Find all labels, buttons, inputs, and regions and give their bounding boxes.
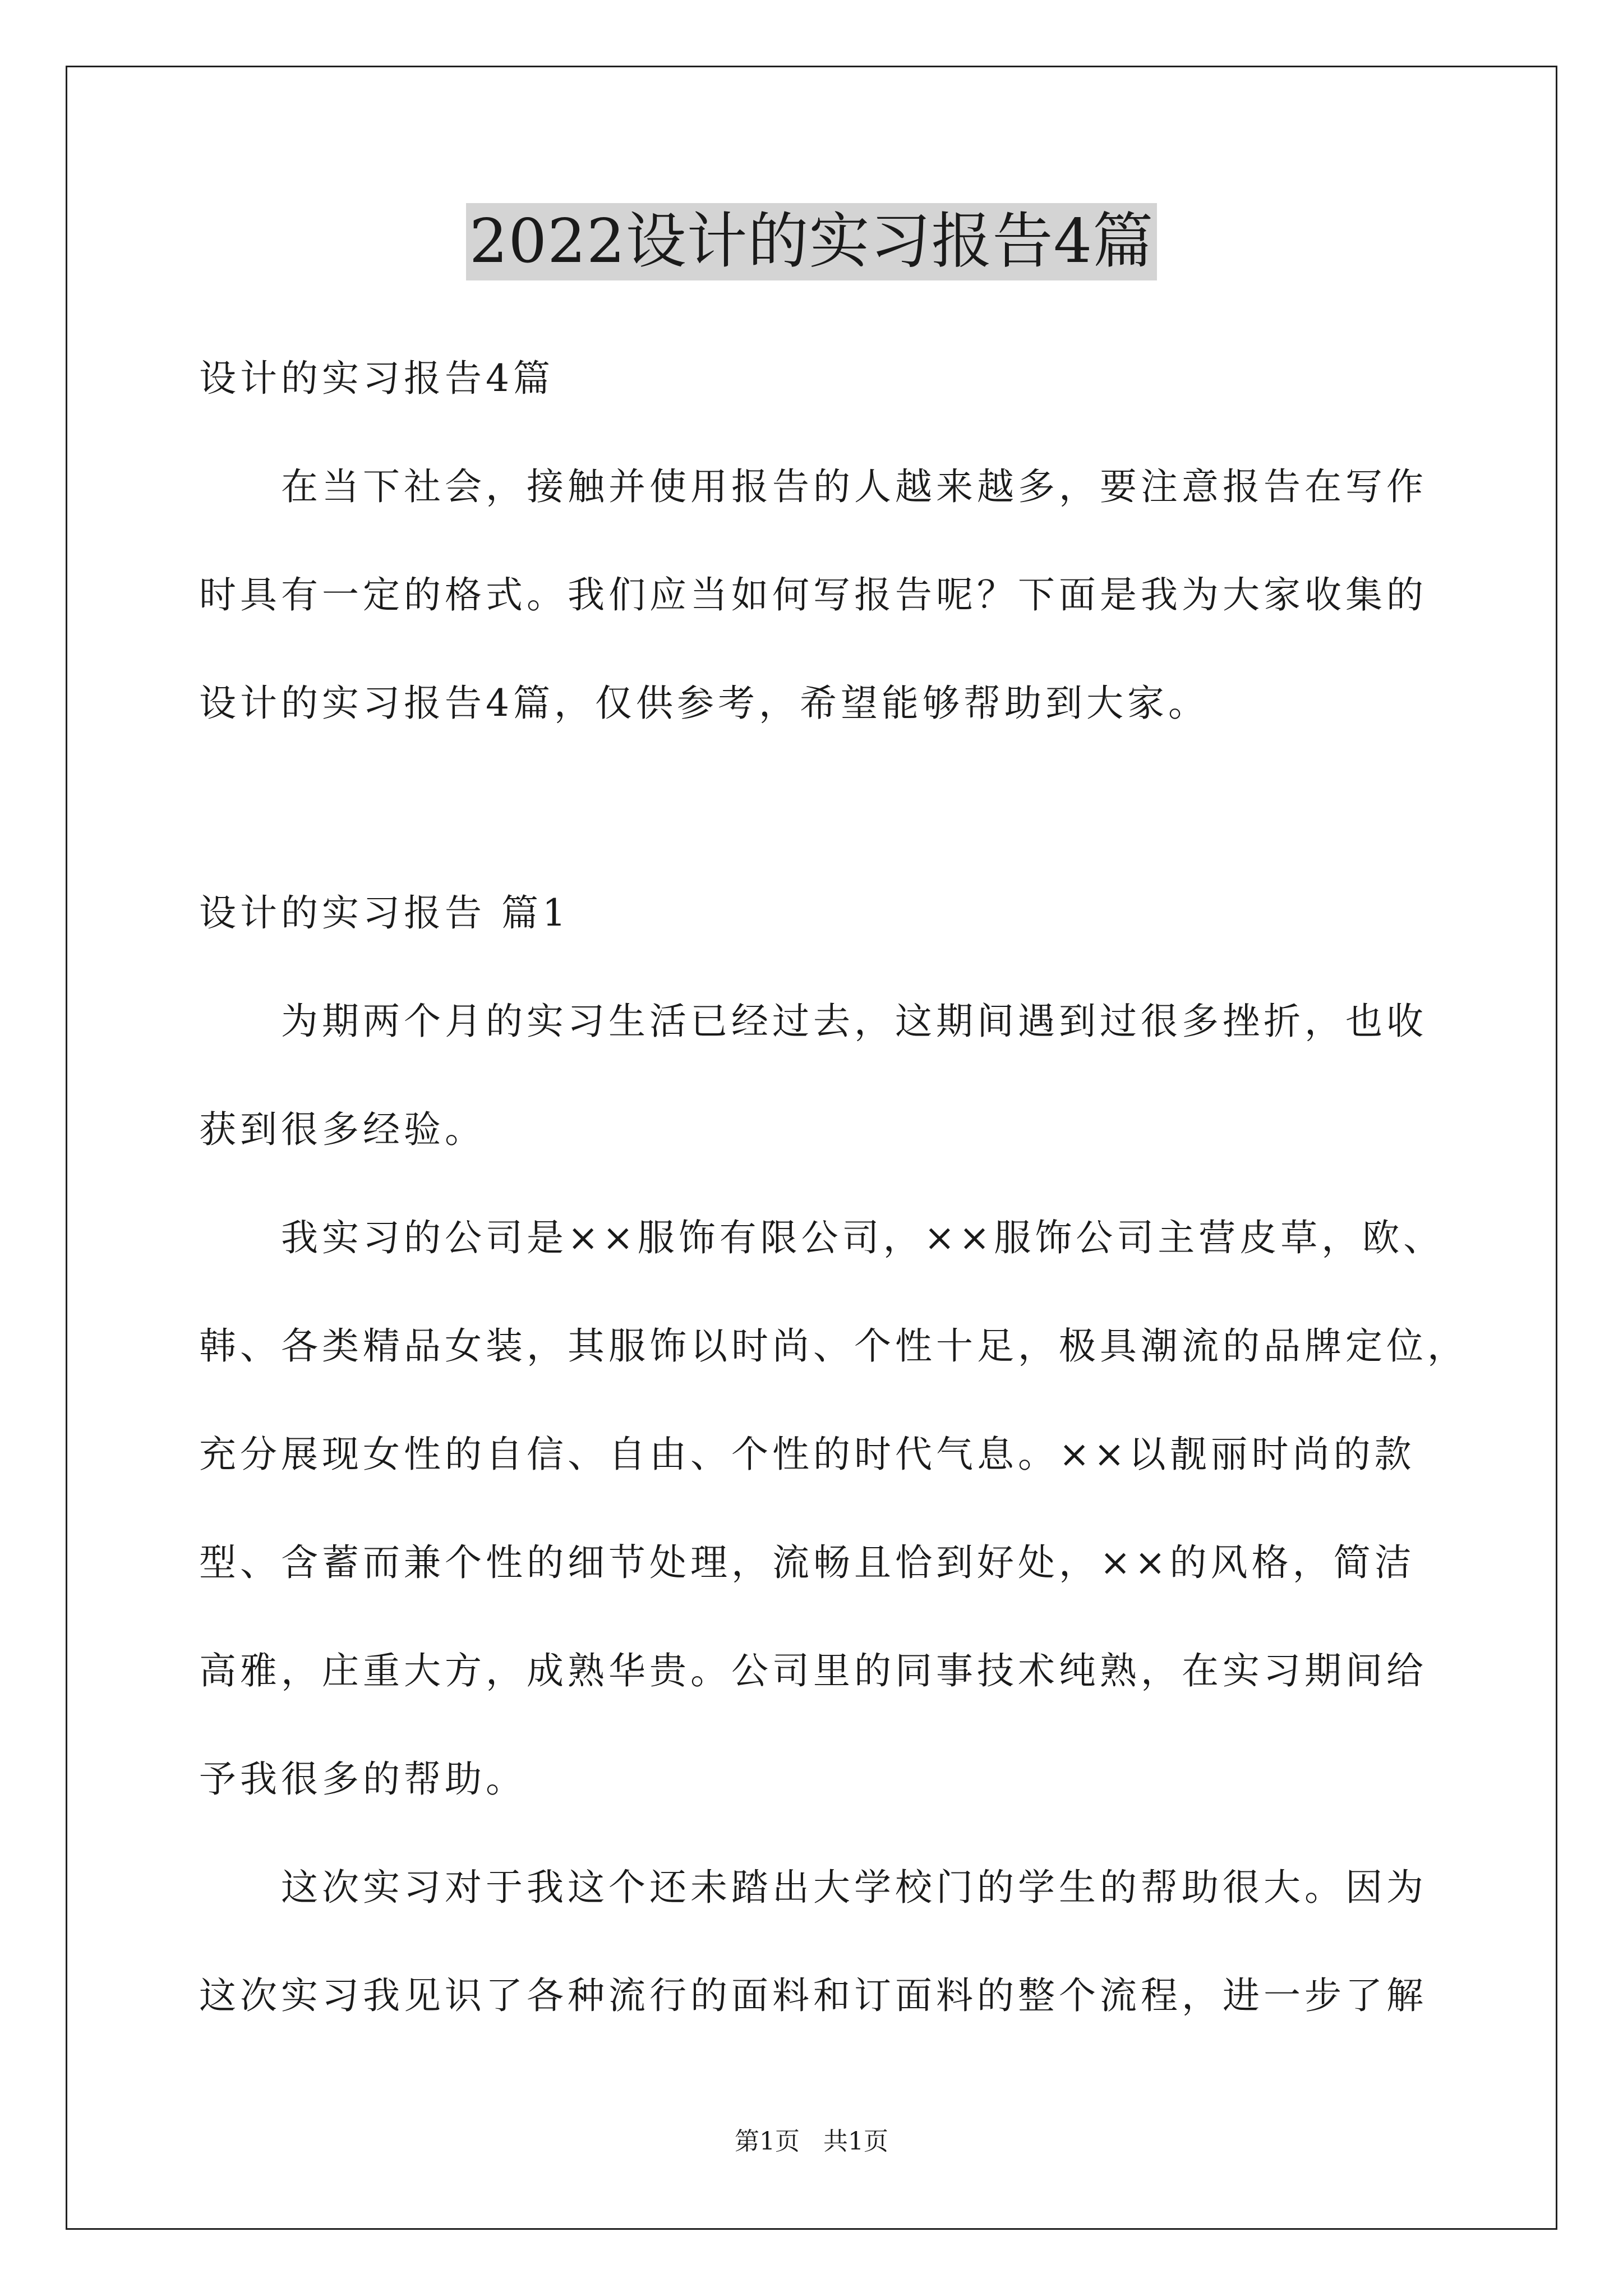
paragraph-line: 为期两个月的实习生活已经过去，这期间遇到过很多挫折，也收 (199, 1000, 1427, 1043)
paragraph-line: 设计的实习报告4篇，仅供参考，希望能够帮助到大家。 (199, 682, 1209, 725)
paragraph-line: 在当下社会，接触并使用报告的人越来越多，要注意报告在写作 (199, 465, 1427, 508)
page-number: 第1页 (735, 2127, 800, 2156)
paragraph-line: 获到很多经验。 (199, 1108, 486, 1151)
paragraph-line: 韩、各类精品女装，其服饰以时尚、个性十足，极具潮流的品牌定位， (199, 1324, 1468, 1368)
title-wrapper (0, 203, 1623, 280)
paragraph-line: 这次实习对于我这个还未踏出大学校门的学生的帮助很大。因为 (199, 1866, 1427, 1909)
paragraph-line: 高雅，庄重大方，成熟华贵。公司里的同事技术纯熟，在实习期间给 (199, 1649, 1427, 1692)
page-total: 共1页 (823, 2127, 888, 2156)
subtitle-line: 设计的实习报告4篇 (199, 357, 554, 400)
paragraph-line: 我实习的公司是××服饰有限公司，××服饰公司主营皮草，欧、 (199, 1216, 1445, 1259)
page-footer (0, 2126, 1623, 2157)
paragraph-line: 型、含蓄而兼个性的细节处理，流畅且恰到好处，××的风格，简洁 (199, 1541, 1415, 1584)
paragraph-line: 这次实习我见识了各种流行的面料和订面料的整个流程，进一步了解 (199, 1974, 1427, 2017)
paragraph-line: 时具有一定的格式。我们应当如何写报告呢？下面是我为大家收集的 (199, 573, 1427, 616)
section-heading: 设计的实习报告 篇1 (199, 891, 570, 935)
paragraph-line: 充分展现女性的自信、自由、个性的时代气息。××以靓丽时尚的款 (199, 1433, 1415, 1476)
paragraph-line: 予我很多的帮助。 (199, 1757, 527, 1801)
document-title: 2022设计的实习报告4篇 (466, 203, 1158, 280)
